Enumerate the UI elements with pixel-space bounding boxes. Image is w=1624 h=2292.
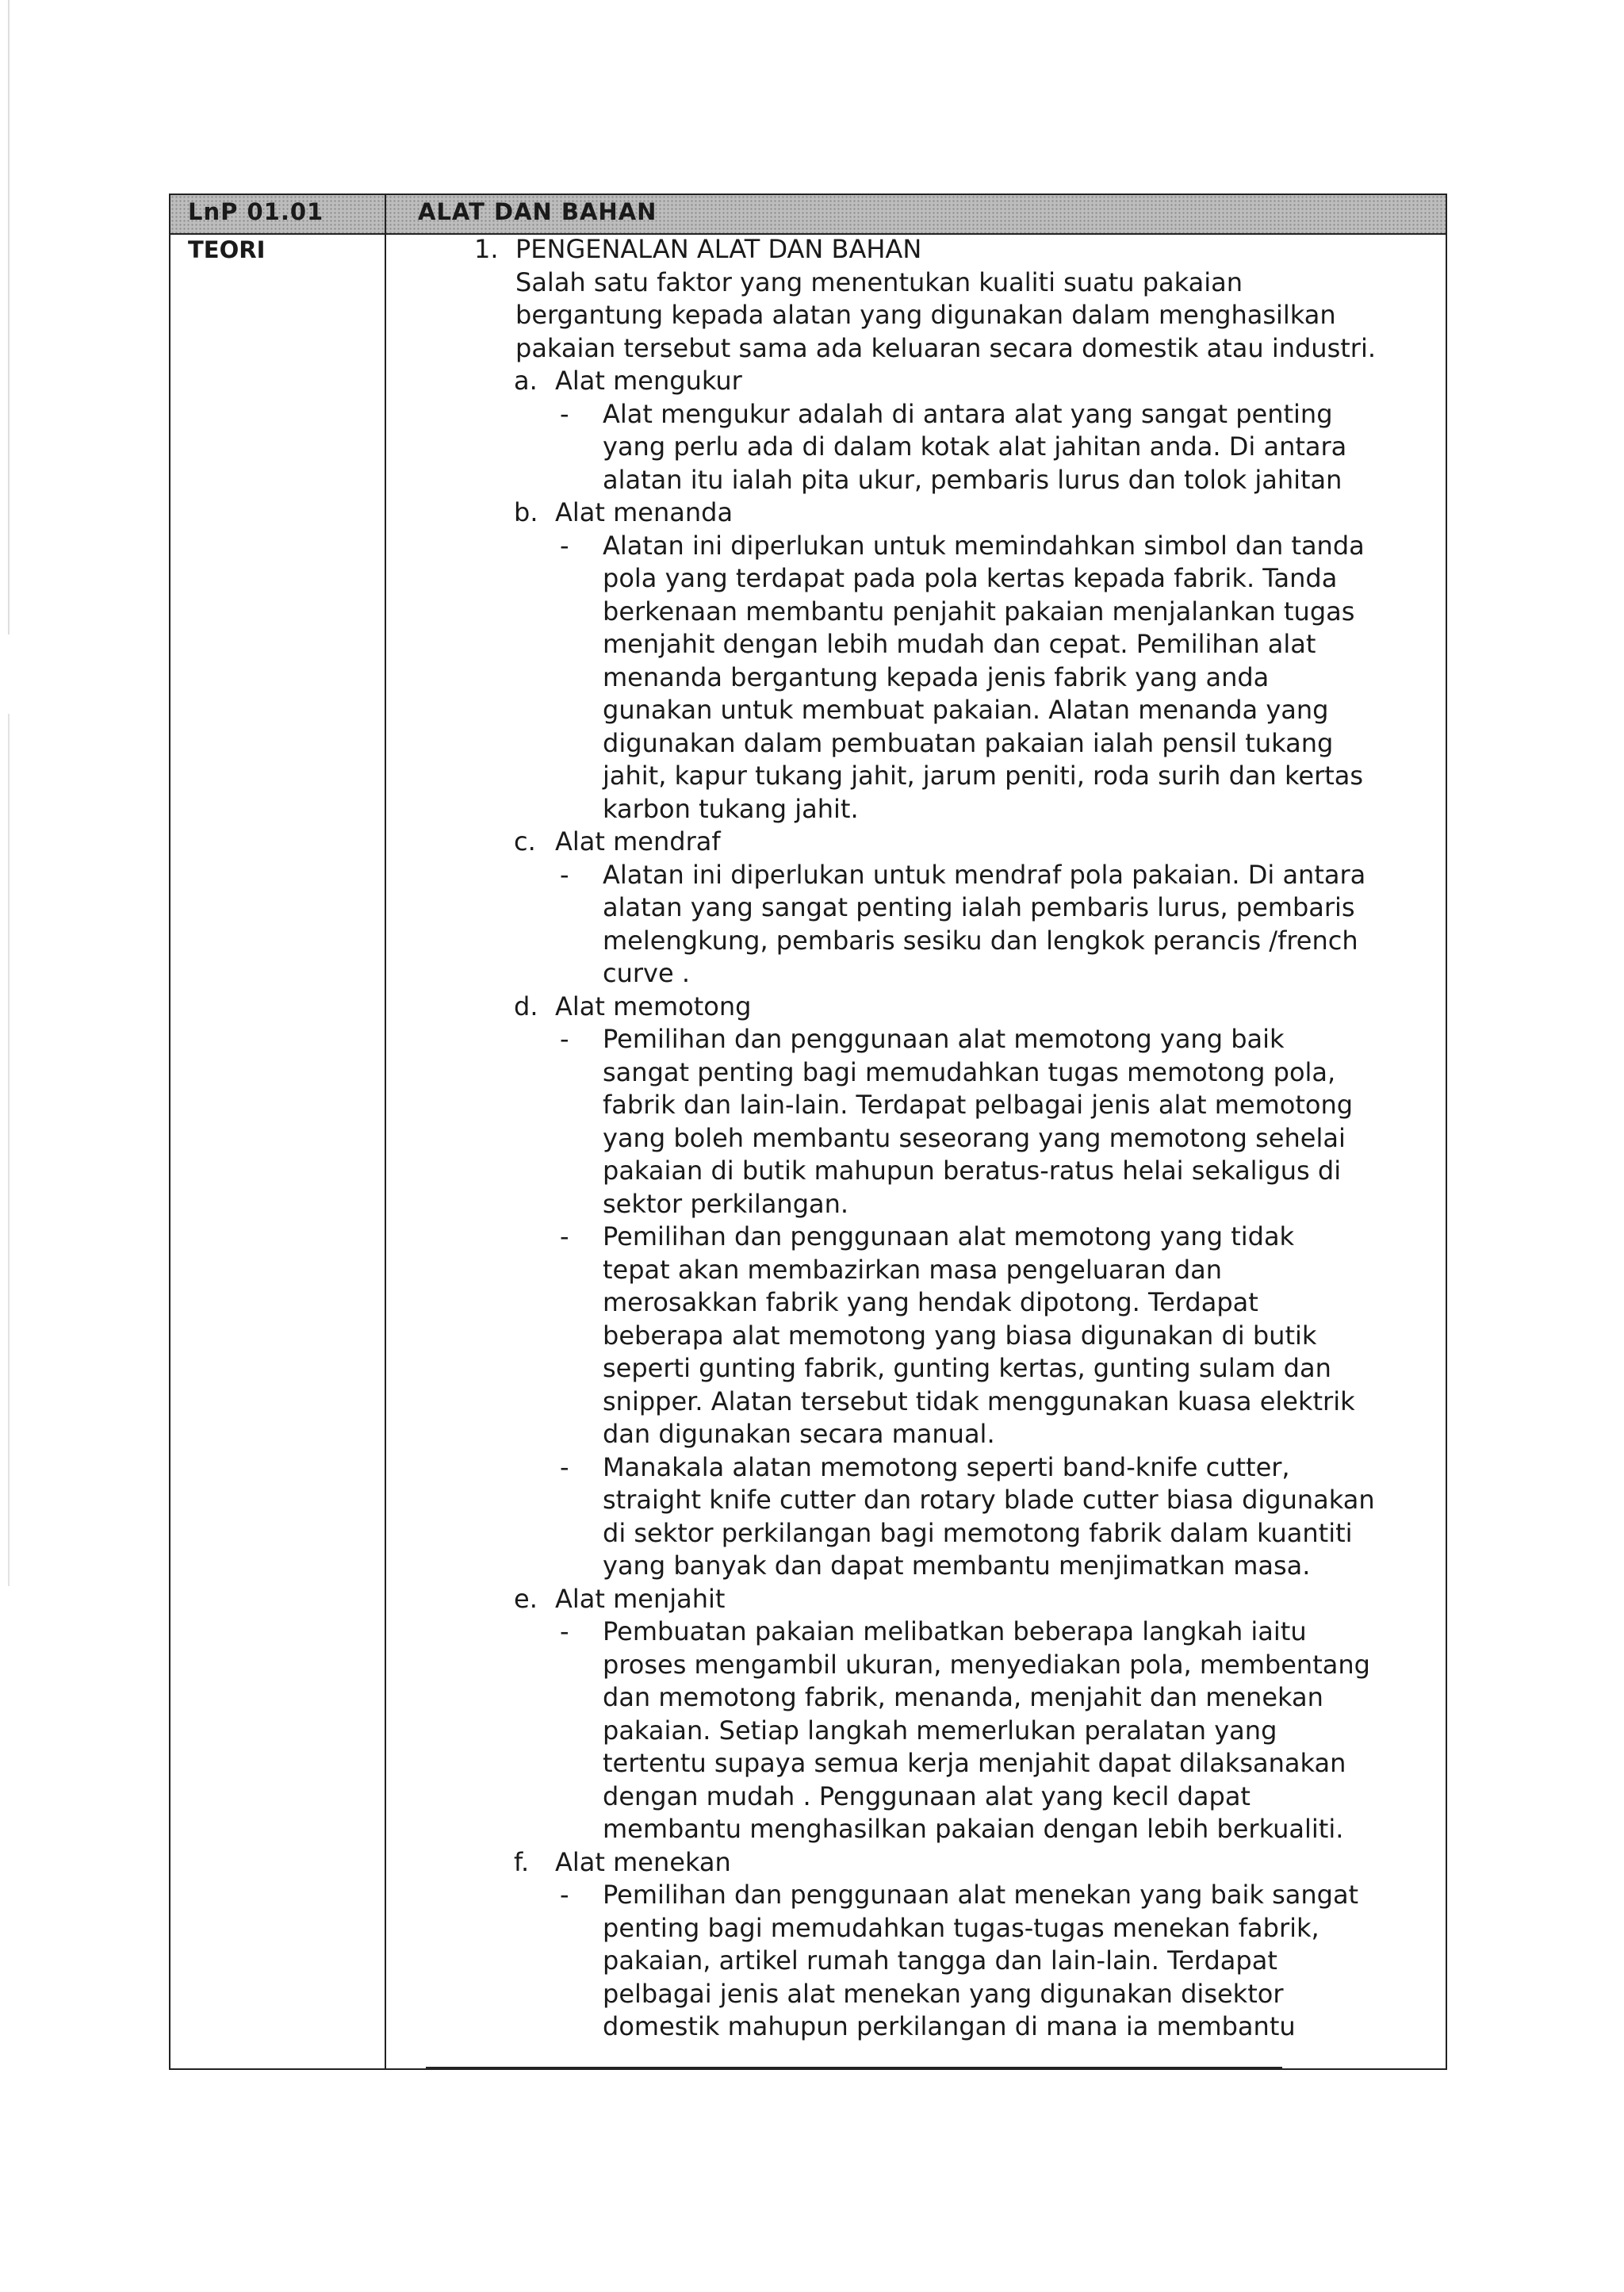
bullet-dash: - (560, 1221, 569, 1251)
bullet-line: sektor perkilangan. (603, 1188, 849, 1219)
bullet-line: Pemilihan dan penggunaan alat memotong yang tidak (603, 1221, 1295, 1251)
bullet-line: pakaian. Setiap langkah memerlukan peralatan yang (603, 1715, 1277, 1746)
intro-line: pakaian tersebut sama ada keluaran secara domestik atau industri. (515, 332, 1377, 363)
bullet-line: merosakkan fabrik yang hendak dipotong. Terdapat (603, 1287, 1258, 1317)
bullet-line: karbon tukang jahit. (603, 793, 859, 824)
bullet-line: yang perlu ada di dalam kotak alat jahitan anda. Di antara (603, 431, 1347, 462)
section-title: PENGENALAN ALAT DAN BAHAN (515, 234, 922, 264)
bullet-line: domestik mahupun perkilangan di mana ia membantu (603, 2011, 1296, 2041)
bullet-line: dan digunakan secara manual. (603, 1419, 995, 1449)
lesson-code: LnP 01.01 (188, 198, 324, 225)
bullet-line: alatan itu ialah pita ukur, pembaris lurus dan tolok jahitan (603, 464, 1342, 495)
bullet-dash: - (560, 398, 569, 429)
table-header-row (170, 195, 1446, 235)
lesson-title: ALAT DAN BAHAN (418, 198, 657, 225)
bullet-line: yang banyak dan dapat membantu menjimatkan masa. (603, 1550, 1311, 1581)
bullet-line: pelbagai jenis alat menekan yang digunakan disektor (603, 1978, 1284, 2009)
item-title: Alat mengukur (555, 366, 742, 396)
intro-line: bergantung kepada alatan yang digunakan dalam menghasilkan (515, 300, 1336, 330)
bullet-line: Alatan ini diperlukan untuk mendraf pola pakaian. Di antara (603, 859, 1366, 890)
bullet-line: menjahit dengan lebih mudah dan cepat. Pemilihan alat (603, 629, 1316, 659)
column-divider (385, 195, 386, 2068)
intro-line: Salah satu faktor yang menentukan kualiti suatu pakaian (515, 266, 1243, 297)
scan-edge-mark (8, 0, 10, 1586)
item-letter: f. (514, 1846, 530, 1877)
bullet-line: straight knife cutter dan rotary blade cutter biasa digunakan (603, 1485, 1375, 1515)
bullet-line: Alat mengukur adalah di antara alat yang sangat penting (603, 398, 1333, 429)
bullet-line: Manakala alatan memotong seperti band-knife cutter, (603, 1451, 1290, 1482)
item-letter: a. (514, 366, 538, 396)
bullet-dash: - (560, 859, 569, 890)
bullet-line: dengan mudah . Penggunaan alat yang kecil dapat (603, 1780, 1251, 1811)
bullet-line: proses mengambil ukuran, menyediakan pola, membentang (603, 1649, 1370, 1680)
bullet-line: sangat penting bagi memudahkan tugas memotong pola, (603, 1056, 1336, 1087)
bullet-line: snipper. Alatan tersebut tidak menggunakan kuasa elektrik (603, 1386, 1355, 1416)
bullet-dash: - (560, 1616, 569, 1646)
bullet-line: Pemilihan dan penggunaan alat memotong yang baik (603, 1024, 1285, 1054)
bullet-dash: - (560, 1024, 569, 1054)
bullet-line: dan memotong fabrik, menanda, menjahit dan menekan (603, 1682, 1323, 1712)
item-letter: b. (514, 497, 538, 527)
bullet-line: pakaian di butik mahupun beratus-ratus helai sekaligus di (603, 1156, 1342, 1186)
bullet-line: berkenaan membantu penjahit pakaian menjalankan tugas (603, 596, 1355, 627)
bullet-line: beberapa alat memotong yang biasa digunakan di butik (603, 1320, 1317, 1351)
item-letter: c. (514, 826, 536, 857)
item-title: Alat menanda (555, 497, 733, 527)
item-title: Alat mendraf (555, 826, 721, 857)
bullet-line: membantu menghasilkan pakaian dengan lebih berkualiti. (603, 1814, 1344, 1844)
bullet-line: alatan yang sangat penting ialah pembaris lurus, pembaris (603, 892, 1355, 922)
bullet-line: pola yang terdapat pada pola kertas kepada fabrik. Tanda (603, 563, 1338, 593)
bullet-line: pakaian, artikel rumah tangga dan lain-lain. Terdapat (603, 1945, 1277, 1976)
bullet-line: di sektor perkilangan bagi memotong fabrik dalam kuantiti (603, 1517, 1353, 1548)
bullet-line: melengkung, pembaris sesiku dan lengkok perancis /french (603, 925, 1358, 956)
bullet-line: seperti gunting fabrik, gunting kertas, gunting sulam dan (603, 1353, 1331, 1383)
bullet-line: Pemilihan dan penggunaan alat menekan yang baik sangat (603, 1880, 1359, 1910)
item-title: Alat menjahit (555, 1583, 726, 1614)
bullet-line: fabrik dan lain-lain. Terdapat pelbagai jenis alat memotong (603, 1090, 1354, 1120)
bullet-line: tertentu supaya semua kerja menjahit dapat dilaksanakan (603, 1748, 1346, 1778)
bullet-line: gunakan untuk membuat pakaian. Alatan menanda yang (603, 695, 1329, 725)
item-letter: e. (514, 1583, 538, 1614)
bullet-line: curve . (603, 958, 690, 988)
item-letter: d. (514, 991, 538, 1021)
bullet-dash: - (560, 1880, 569, 1910)
side-label: TEORI (188, 236, 266, 263)
bullet-line: Alatan ini diperlukan untuk memindahkan simbol dan tanda (603, 530, 1365, 561)
bullet-line: penting bagi memudahkan tugas-tugas menekan fabrik, (603, 1912, 1320, 1943)
bullet-line: digunakan dalam pembuatan pakaian ialah pensil tukang (603, 727, 1334, 758)
section-number: 1. (474, 234, 499, 264)
item-title: Alat memotong (555, 991, 752, 1021)
bullet-dash: - (560, 530, 569, 561)
bullet-line: yang boleh membantu seseorang yang memotong sehelai (603, 1122, 1346, 1153)
bullet-dash: - (560, 1451, 569, 1482)
bullet-line: menanda bergantung kepada jenis fabrik yang anda (603, 661, 1270, 692)
bullet-line: Pembuatan pakaian melibatkan beberapa langkah iaitu (603, 1616, 1307, 1646)
bullet-line: jahit, kapur tukang jahit, jarum peniti, roda surih dan kertas (603, 761, 1364, 791)
page-bottom-rule (426, 2067, 1282, 2068)
item-title: Alat menekan (555, 1846, 731, 1877)
bullet-line: tepat akan membazirkan masa pengeluaran dan (603, 1254, 1223, 1285)
